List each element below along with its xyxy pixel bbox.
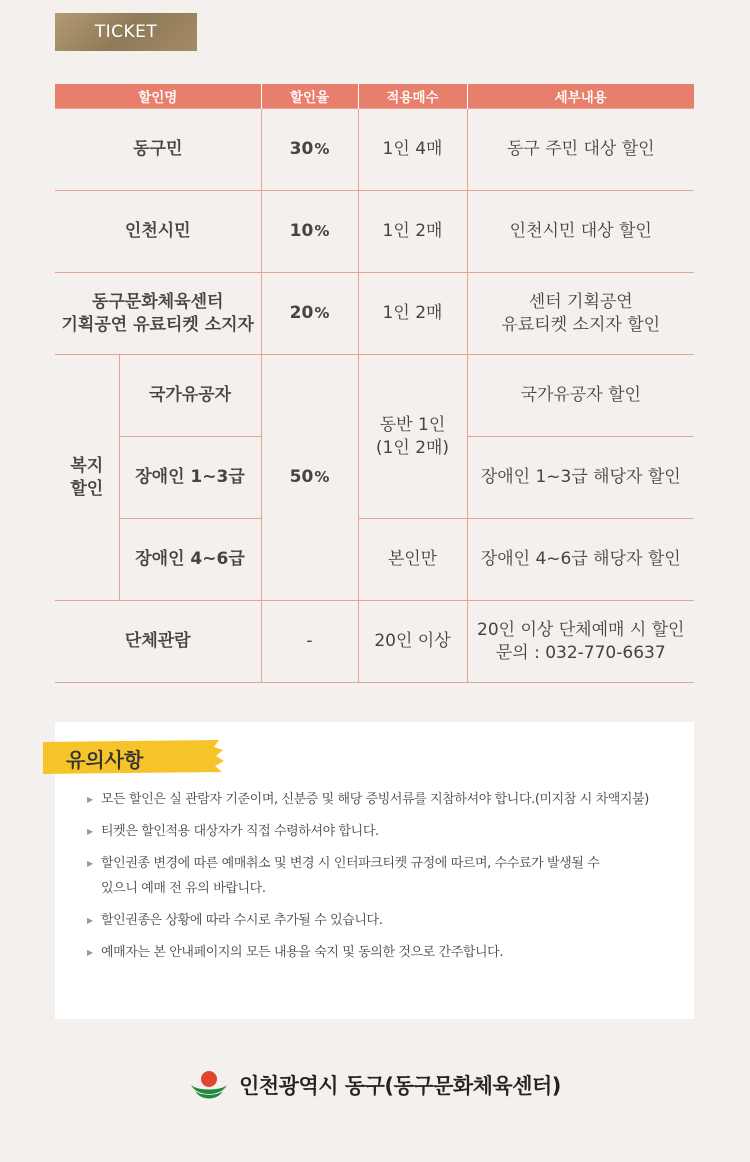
table-row-welfare-3 (55, 519, 694, 601)
bullet-icon: ▶ (87, 859, 93, 868)
notes-list (87, 787, 687, 972)
bullet-icon: ▶ (87, 948, 93, 957)
name-line1: 동구문화체육센터 (92, 291, 224, 312)
discount-detail (467, 273, 694, 355)
rate-value: 10 (289, 221, 314, 242)
discount-name: 국가유공자 (119, 355, 261, 437)
ticket-count: 1인 4매 (358, 109, 467, 191)
discount-name: 인천시민 (55, 191, 261, 273)
percent-sign: % (314, 468, 330, 487)
detail-line2: 문의 : 032-770-6637 (495, 642, 666, 663)
percent-sign: % (314, 222, 330, 241)
note-text: 모든 할인은 실 관람자 기준이며, 신분증 및 해당 증빙서류를 지참하셔야 합니다.(미지참 시 차액지불) (101, 792, 649, 807)
note-text: 티켓은 할인적용 대상자가 직접 수령하셔야 합니다. (101, 824, 379, 839)
discount-detail: 동구 주민 대상 할인 (467, 109, 694, 191)
header-discount-name: 할인명 (55, 84, 261, 109)
ticket-badge: TICKET (55, 13, 197, 51)
discount-table (55, 84, 694, 683)
list-item (87, 851, 687, 901)
table-row-center (55, 273, 694, 355)
discount-detail (467, 601, 694, 683)
discount-name: 단체관람 (55, 601, 261, 683)
list-item (87, 940, 687, 965)
bullet-icon: ▶ (87, 795, 93, 804)
note-text: 예매자는 본 안내페이지의 모든 내용을 숙지 및 동의한 것으로 간주합니다. (101, 945, 504, 960)
percent-sign: % (314, 304, 330, 323)
discount-rate-none: - (261, 601, 358, 683)
discount-detail: 장애인 4~6급 해당자 할인 (467, 519, 694, 601)
rate-value: 30 (289, 139, 314, 160)
ticket-count: 본인만 (358, 519, 467, 601)
detail-line1: 센터 기획공연 (528, 291, 633, 312)
ticket-count: 1인 2매 (358, 273, 467, 355)
notes-title: 유의사항 (66, 748, 144, 772)
discount-name (55, 273, 261, 355)
ticket-count: 20인 이상 (358, 601, 467, 683)
bullet-icon: ▶ (87, 827, 93, 836)
discount-name: 동구민 (55, 109, 261, 191)
list-item (87, 819, 687, 844)
notes-box (55, 722, 694, 1019)
table-row-incheon (55, 191, 694, 273)
list-item (87, 787, 687, 812)
organization-name: 인천광역시 동구(동구문화체육센터) (239, 1074, 561, 1098)
discount-name: 장애인 1~3급 (119, 437, 261, 519)
donggu-logo-icon (189, 1067, 229, 1103)
welfare-label (55, 355, 119, 601)
discount-rate (261, 191, 358, 273)
ticket-count: 1인 2매 (358, 191, 467, 273)
discount-rate (261, 273, 358, 355)
ticket-count (358, 355, 467, 519)
detail-line2: 유료티켓 소지자 할인 (501, 314, 661, 335)
notes-title-tag (43, 739, 231, 776)
footer (0, 1064, 750, 1106)
rate-value: 50 (289, 467, 314, 488)
note-text: 할인권종은 상황에 따라 수시로 추가될 수 있습니다. (101, 913, 383, 928)
table-row-group (55, 601, 694, 683)
table-header-row (55, 84, 694, 109)
percent-sign: % (314, 140, 330, 159)
note-text-line2: 있으니 예매 전 유의 바랍니다. (101, 881, 266, 896)
header-ticket-count: 적용매수 (358, 84, 467, 109)
rate-value: 20 (289, 303, 314, 324)
welfare-label-line2: 할인 (70, 478, 104, 499)
discount-name: 장애인 4~6급 (119, 519, 261, 601)
table-row-welfare-1 (55, 355, 694, 437)
welfare-label-line1: 복지 (70, 455, 104, 476)
name-line2: 기획공연 유료티켓 소지자 (61, 314, 254, 335)
discount-detail: 장애인 1~3급 해당자 할인 (467, 437, 694, 519)
header-details: 세부내용 (467, 84, 694, 109)
count-line2: (1인 2매) (375, 437, 450, 458)
discount-detail: 국가유공자 할인 (467, 355, 694, 437)
discount-rate (261, 109, 358, 191)
table-row-donggu (55, 109, 694, 191)
header-discount-rate: 할인율 (261, 84, 358, 109)
count-line1: 동반 1인 (379, 414, 446, 435)
discount-rate (261, 355, 358, 601)
discount-detail: 인천시민 대상 할인 (467, 191, 694, 273)
note-text: 할인권종 변경에 따른 예매취소 및 변경 시 인터파크티켓 규정에 따르며, 수수료가 발생될 수 (101, 856, 600, 871)
list-item (87, 908, 687, 933)
detail-line1: 20인 이상 단체예매 시 할인 (477, 619, 685, 640)
bullet-icon: ▶ (87, 916, 93, 925)
